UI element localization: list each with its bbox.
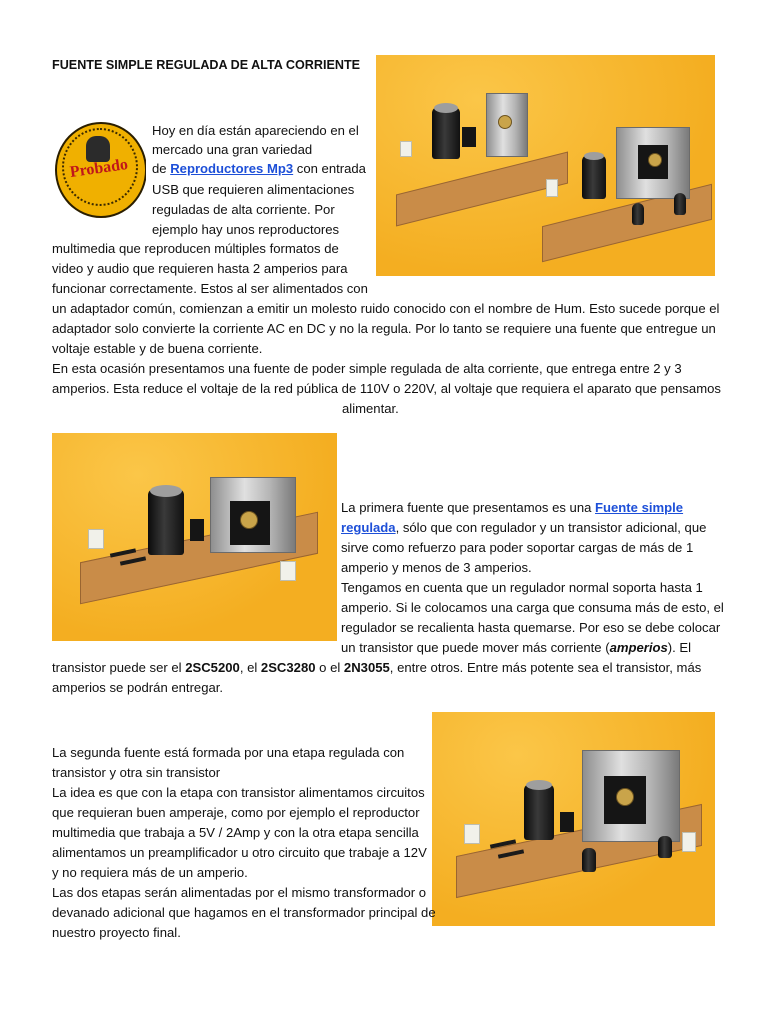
paragraph-line: Las dos etapas serán alimentadas por el mismo transformador o	[52, 885, 427, 900]
screw-4	[616, 788, 634, 806]
paragraph-line: Tengamos en cuenta que un regulador normal soporta hasta 1	[341, 580, 703, 595]
paragraph-line: mercado una gran variedad	[152, 142, 313, 157]
pcb-board-1	[396, 152, 568, 227]
photo-second-power-supply	[432, 712, 715, 926]
paragraph-line: ejemplo hay unos reproductores	[152, 222, 340, 237]
reproductores-mp3-link[interactable]: Reproductores Mp3	[170, 161, 294, 176]
screw-2	[648, 153, 662, 167]
paragraph-line	[152, 159, 366, 178]
paragraph-line: que requieran buen amperaje, como por ejemplo el reproductor	[52, 805, 420, 820]
paragraph-line: y no requiera más de un amperio.	[52, 865, 248, 880]
regulator-4	[560, 812, 574, 832]
text-span: con entrada	[293, 161, 366, 176]
paragraph-line: regulador se recalienta hasta quemarse. Por eso se debe colocar	[341, 620, 721, 635]
text-span: de	[152, 161, 171, 176]
capacitor-5	[148, 489, 184, 555]
paragraph-line: alimentamos un preamplificador u otro circuito que trabaje a 12V	[52, 845, 427, 860]
capacitor-1	[432, 107, 460, 159]
capacitor-8	[658, 836, 672, 858]
connector-4	[280, 561, 296, 581]
paragraph-line: sirve como refuerzo para poder soportar cargas de más de 1	[341, 540, 694, 555]
text-span: , el	[239, 660, 261, 675]
capacitor-7	[582, 848, 596, 872]
transistor-name: 2SC3280	[260, 660, 316, 675]
paragraph-line	[341, 638, 691, 657]
paragraph-line: reguladas de alta corriente. Por	[152, 202, 335, 217]
paragraph-line: alimentar.	[342, 401, 399, 416]
connector-5	[464, 824, 480, 844]
regulada-link[interactable]: regulada	[341, 520, 396, 535]
paragraph-line: Hoy en día están apareciendo en el	[152, 123, 359, 138]
paragraph-line: multimedia que trabaja a 5V / 2Amp y con la otra etapa sencilla	[52, 825, 419, 840]
amperios-emphasis: amperios	[609, 640, 668, 655]
paragraph-line: amperio. Si le colocamos una carga que consuma más de esto, el	[341, 600, 724, 615]
transistor-name: 2SC5200	[185, 660, 240, 675]
paragraph-line: multimedia que reproducen múltiples formatos de	[52, 241, 339, 256]
capacitor-2	[582, 155, 606, 199]
paragraph-line: devanado adicional que hagamos en el transformador principal de	[52, 905, 436, 920]
probado-badge-image	[52, 118, 146, 218]
text-span: ). El	[667, 640, 692, 655]
paragraph-line: adaptador solo convierte la corriente AC en DC y no la regula. Por lo tanto se requiere una fuente que entregue un	[52, 321, 716, 336]
screw-1	[498, 115, 512, 129]
text-span: La primera fuente que presentamos es una	[341, 500, 596, 515]
text-span: , sólo que con regulador y un transistor adicional, que	[395, 520, 707, 535]
paragraph-line: nuestro proyecto final.	[52, 925, 181, 940]
paragraph-line: video y audio que requieren hasta 2 amperios para	[52, 261, 348, 276]
paragraph-line: USB que requieren alimentaciones	[152, 182, 355, 197]
paragraph-line: La idea es que con la etapa con transistor alimentamos circuitos	[52, 785, 425, 800]
paragraph-line	[341, 498, 683, 517]
capacitor-5-top	[150, 485, 182, 497]
paragraph-line: transistor y otra sin transistor	[52, 765, 221, 780]
screw-3	[240, 511, 258, 529]
paragraph-line: un adaptador común, comienzan a emitir un molesto ruido conocido con el nombre de Hum. Esto sucede porque el	[52, 301, 720, 316]
text-span: o el	[315, 660, 344, 675]
capacitor-4	[674, 193, 686, 215]
paragraph-line	[341, 518, 706, 537]
paragraph-line: En esta ocasión presentamos una fuente de poder simple regulada de alta corriente, que entrega entre 2 y 3	[52, 361, 682, 376]
paragraph-line: voltaje estable y de buena corriente.	[52, 341, 263, 356]
transistor-name: 2N3055	[343, 660, 390, 675]
fuente-simple-link[interactable]: Fuente simple	[595, 500, 684, 515]
paragraph-line: amperio y menos de 3 amperios.	[341, 560, 532, 575]
regulator-3	[190, 519, 204, 541]
capacitor-1-top	[434, 103, 458, 113]
connector-3	[88, 529, 104, 549]
photo-two-power-boards	[376, 55, 715, 276]
connector-2	[546, 179, 558, 197]
photo-first-power-supply	[52, 433, 337, 641]
capacitor-6	[524, 784, 554, 840]
page-title: FUENTE SIMPLE REGULADA DE ALTA CORRIENTE	[52, 58, 361, 72]
capacitor-6-top	[526, 780, 552, 790]
badge-label: Probado	[68, 156, 130, 181]
regulator-1	[462, 127, 476, 147]
paragraph-line: La segunda fuente está formada por una etapa regulada con	[52, 745, 405, 760]
capacitor-2-top	[584, 152, 604, 160]
connector-6	[682, 832, 696, 852]
capacitor-3	[632, 203, 644, 225]
paragraph-line: amperios. Esta reduce el voltaje de la red pública de 110V o 220V, al voltaje que requiera el aparato que pensamos	[52, 381, 721, 396]
paragraph-line: funcionar correctamente. Estos al ser alimentados con	[52, 281, 368, 296]
text-span: transistor puede ser el	[52, 660, 186, 675]
text-span: , entre otros. Entre más potente sea el transistor, más	[389, 660, 702, 675]
paragraph-line: amperios se podrán entregar.	[52, 680, 224, 695]
text-span: un transistor que puede mover más corriente (	[341, 640, 610, 655]
connector-1	[400, 141, 412, 157]
paragraph-line	[52, 658, 701, 677]
